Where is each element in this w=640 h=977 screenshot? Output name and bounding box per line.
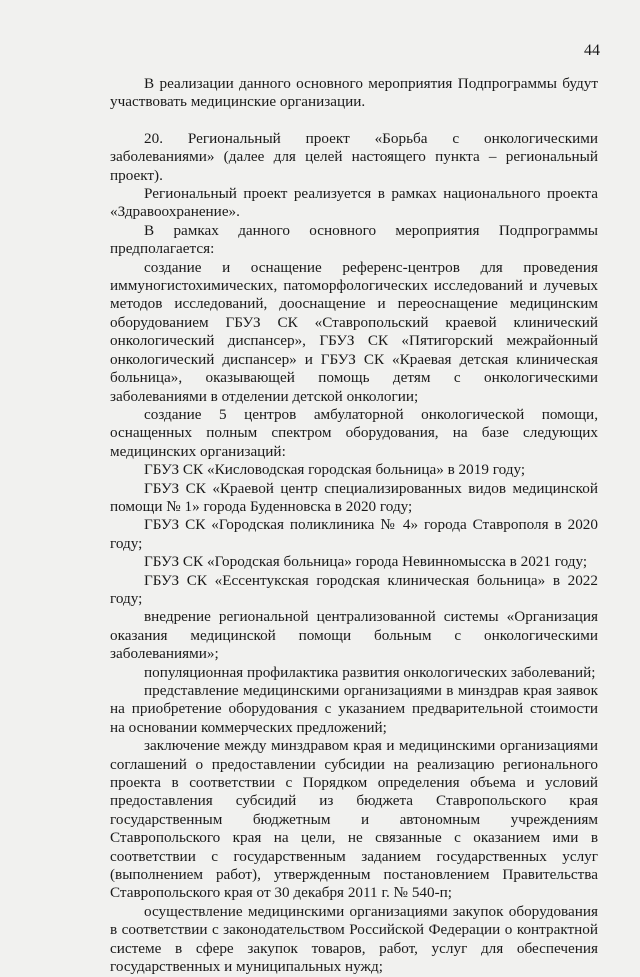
paragraph-planned-intro: В рамках данного основного мероприятия Подпрограммы предполагается:	[110, 221, 598, 258]
paragraph-equipment-requests: представление медицинскими организациями в минздрав края заявок на приобретение оборудования с указанием предварительной стоимости на основании коммерческих предложений;	[110, 682, 598, 736]
list-item-budennovsk: ГБУЗ СК «Краевой центр специализированных видов медицинской помощи № 1» города Буденновска в 2020 году;	[110, 479, 598, 515]
paragraph-subsidy-agreements: заключение между минздравом края и медицинскими организациями соглашений о предоставлении субсидии на реализацию регионального проекта в соответствии с Порядком определения объема и условий предоставления субсидий из бюджета Ставропольского края государственным бюджетным и автономным учреждениям Ставропольского края на цели, не связанные с оказанием ими в соответствии с государственным заданием государственных услуг (выполнением работ), утвержденным постановлением Правительства Ставропольского края от 30 декабря 2011 г. № 540-п;	[110, 737, 598, 902]
paragraph-national-project: Региональный проект реализуется в рамках национального проекта «Здравоохранение».	[110, 185, 598, 221]
list-item-nevinnomyssk: ГБУЗ СК «Городская больница» города Невинномысска в 2021 году;	[144, 553, 588, 571]
page-number: 44	[584, 42, 600, 59]
paragraph-participants: В реализации данного основного мероприятия Подпрограммы будут участвовать медицинские организации.	[110, 75, 598, 111]
paragraph-procurement: осуществление медицинскими организациями закупок оборудования в соответствии с законодательством Российской Федерации о контрактной системе в сфере закупок товаров, работ, услуг для обеспечения государственных и муниципальных нужд;	[110, 902, 598, 976]
paragraph-reference-centers: создание и оснащение референс-центров для проведения иммуногистохимических, патоморфологических исследований и лучевых методов исследований, дооснащение и переоснащение медицинским оборудованием ГБУЗ СК «Ставропольский краевой клинический онкологический диспансер», ГБУЗ СК «Пятигорский межрайонный онкологический диспансер» и ГБУЗ СК «Краевая детская клиническая больница», оказывающей помощь детям с онкологическими заболеваниями в отделении детской онкологии;	[110, 258, 598, 405]
list-item-essentuki: ГБУЗ СК «Ессентукская городская клиническая больница» в 2022 году;	[110, 571, 598, 607]
list-item-kislovodsk: ГБУЗ СК «Кисловодская городская больница» в 2019 году;	[144, 461, 526, 479]
paragraph-section-20-heading: 20. Региональный проект «Борьба с онкологическими заболеваниями» (далее для целей настоящего пункта – региональный проект).	[110, 129, 598, 184]
paragraph-prevention: популяционная профилактика развития онкологических заболеваний;	[144, 663, 596, 681]
list-item-stavropol: ГБУЗ СК «Городская поликлиника № 4» города Ставрополя в 2020 году;	[110, 516, 598, 552]
paragraph-outpatient-centers: создание 5 центров амбулаторной онкологической помощи, оснащенных полным спектром оборудования, на базе следующих медицинских организаций:	[110, 405, 598, 460]
document-body	[110, 75, 598, 977]
paragraph-centralized-system: внедрение региональной централизованной системы «Организация оказания медицинской помощи больным с онкологическими заболеваниями»;	[110, 608, 598, 663]
